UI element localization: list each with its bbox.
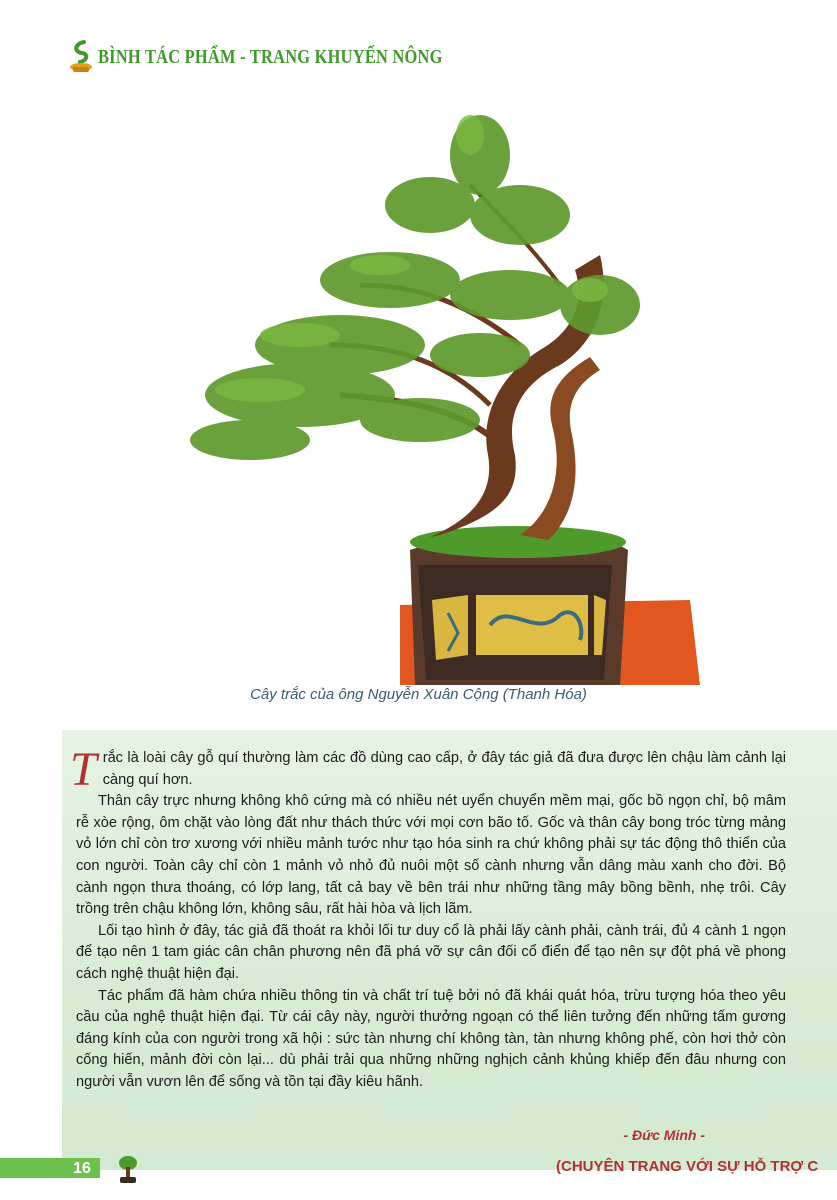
bonsai-photo: [0, 95, 837, 685]
photo-caption: Cây trắc của ông Nguyễn Xuân Cộng (Thanh Hóa): [250, 686, 587, 703]
section-title: BÌNH TÁC PHẨM - TRANG KHUYẾN NÔNG: [98, 45, 443, 68]
page-header: [68, 40, 518, 74]
article-paragraph: Thân cây trực nhưng không khô cứng mà có nhiều nét uyển chuyển mềm mại, gốc bồ ngọn chỉ, bộ mâm rễ xòe rộng, ôm chặt vào lòng đất như thách thức với mọi cơn bão tố. Gốc và thân cây bong tróc từng mảng vỏ lớn chỉ còn trơ xương với nhiều mảnh tước như tạo hóa sinh ra chứ không phải sự tác động thô thiển của con người. Toàn cây chỉ còn 1 mảnh vỏ nhỏ đủ nuôi một số cành nhưng vẫn dâng màu xanh cho đời. Bộ cành ngọn thưa thoáng, có lớp lang, tất cả bay về bên trái như những tầng mây bồng bềnh, nhẹ trôi. Cây trồng trên chậu không lớn, không sâu, rất hài hòa và lịch lãm.: [76, 793, 786, 918]
article-paragraph-text: rắc là loài cây gỗ quí thường làm các đồ dùng cao cấp, ở đây tác giả đã đưa được lên chậu làm cảnh lại càng quí hơn.: [102, 750, 786, 788]
dropcap: T: [70, 743, 97, 796]
article-paragraph: Tác phẩm đã hàm chứa nhiều thông tin và chất trí tuệ bởi nó đã khái quát hóa, trừu tượng hóa theo yêu cầu của nghệ thuật hiện đại. Từ cái cây này, người thưởng ngoạn có thể liên tưởng đến những tấm gương đáng kính của con người trong xã hội : sức tàn nhưng chí không tàn, tàn nhưng không phế, còn hơi thở còn cống hiến, mảnh đời còn lại... dù phải trải qua những những nghịch cảnh khủng khiếp đến đâu nhưng con người vẫn vươn lên để sống và tồn tại đầy kiêu hãnh.: [76, 987, 786, 1090]
footer-banner: (CHUYÊN TRANG VỚI SỰ HỖ TRỢ C: [556, 1158, 819, 1175]
author-signature: - Đức Minh -: [623, 1127, 705, 1143]
bonsai-logo-icon: [68, 40, 94, 74]
bonsai-footer-icon: [116, 1153, 140, 1187]
article-body: [70, 743, 786, 1094]
page-number: 16: [73, 1160, 91, 1177]
article-paragraph: Lối tạo hình ở đây, tác giả đã thoát ra khỏi lối tư duy cổ là phải lấy cành phải, cành trái, đủ 4 cành 1 ngọn để tạo nên 1 tam giác cân chân phương nên đã phá vỡ sự cân đối cổ điển để tạo nên sự đột phá về phong cách nghệ thuật hiện đại.: [76, 922, 786, 982]
article-panel: [62, 730, 837, 1170]
article-paragraph: [70, 743, 786, 796]
